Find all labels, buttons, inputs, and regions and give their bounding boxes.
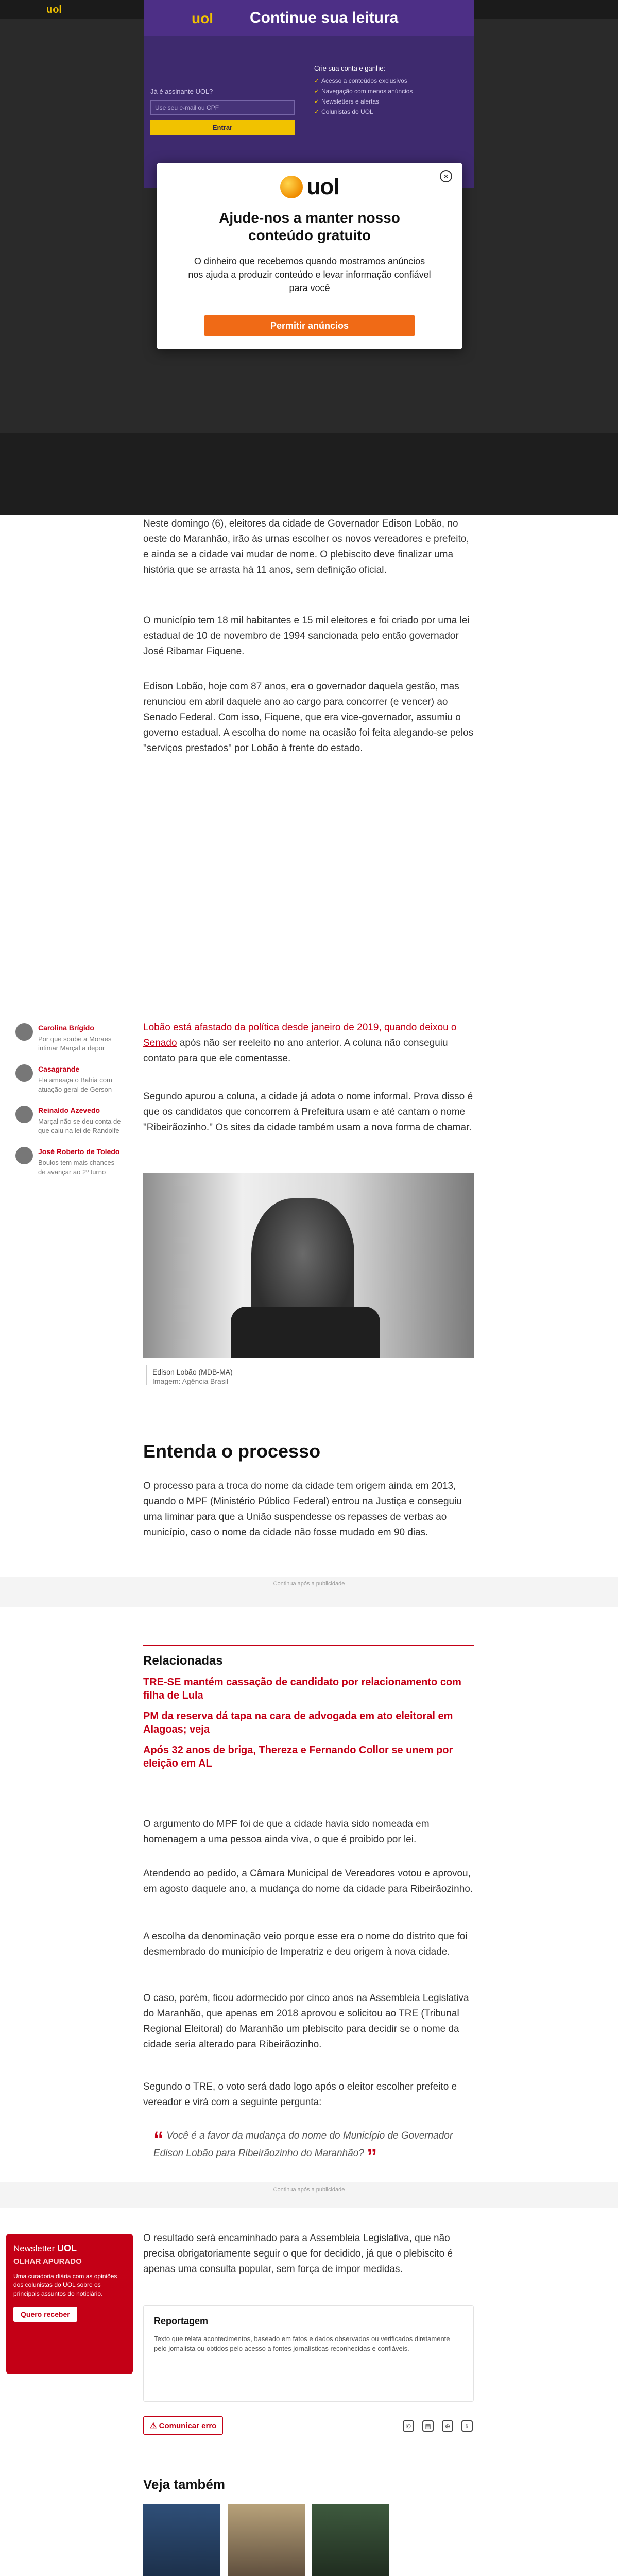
newsletter-box [6, 2234, 133, 2374]
article-paragraph: O resultado será encaminhado para a Assembleia Legislativa, que não precisa obrigatoriamente seguir o que for decidido, já que o plebiscito é apenas uma consulta popular, sem força de impor medidas. [143, 2233, 453, 2275]
article-paragraph: Neste domingo (6), eleitores da cidade de Governador Edison Lobão, no oeste do Maranhão, irão às urnas escolher os novos vereadores e prefeito, e ainda se a cidade vai mudar de nome. O plebiscito deve finalizar uma história que se arrasta há 11 anos, sem definição oficial. [143, 518, 469, 575]
report-error-label: Comunicar erro [159, 2421, 217, 2430]
related-box [143, 1645, 474, 1777]
adblock-modal [157, 163, 462, 349]
paywall-login [150, 88, 295, 135]
modal-text: O dinheiro que recebemos quando mostramos anúncios nos ajuda a produzir conteúdo e levar informação confiável para você [188, 256, 431, 293]
article-paragraph [143, 1020, 474, 1066]
article-paragraph: A escolha da denominação veio porque esse era o nome do distrito que foi desmembrado do município de Imperatriz e deu origem à nova cidade. [143, 1931, 468, 1957]
referendum-quote [143, 2128, 474, 2168]
columnists-sidebar [15, 1023, 124, 1188]
veja-card[interactable] [312, 2504, 389, 2576]
columnist-summary[interactable]: Marçal não se deu conta de que caiu na lei de Randolfe [38, 1117, 121, 1134]
columnist-summary[interactable]: Por que soube a Moraes intimar Marçal a depor [38, 1035, 112, 1052]
article-paragraph: O município tem 18 mil habitantes e 15 mil eleitores e foi criado por uma lei estadual de 10 de novembro de 1994 sancionada pelo então governador José Ribamar Fiquene. [143, 615, 470, 657]
article-paragraph: Edison Lobão, hoje com 87 anos, era o governador daquela gestão, mas renunciou em abril daquele ano ao cargo para concorrer (e vencer) ao Senado Federal. Com isso, Fiquene, que era vice-governador, assumiu o governo estadual. A escolha do nome na ocasião foi feita alegando-se pelos "serviços prestados" por Lobão à frente do estado. [143, 681, 474, 754]
uol-logo[interactable]: uol [46, 4, 62, 15]
veja-image [228, 2504, 305, 2576]
avatar [15, 1147, 33, 1164]
article-actions [143, 2416, 474, 2437]
ad-label: Continua após a publicidade [273, 1581, 345, 1587]
article-paragraph: Segundo apurou a coluna, a cidade já adota o nome informal. Prova disso é que os candidatos que concorrem à Prefeitura usam e até cantam o nome "Ribeirãozinho." Os sites da cidade também usam a nova forma de chamar. [143, 1091, 473, 1133]
veja-card[interactable] [143, 2504, 220, 2576]
ad-label: Continua após a publicidade [273, 2187, 345, 2193]
related-link[interactable]: TRE-SE mantém cassação de candidato por relacionamento com filha de Lula [143, 1676, 461, 1701]
caption-text: Edison Lobão (MDB-MA) [152, 1368, 233, 1376]
article-paragraph: Atendendo ao pedido, a Câmara Municipal de Vereadores votou e aprovou, em agosto daquele ano, a mudança do nome da cidade para Ribeirãozinho. [143, 1868, 473, 1894]
benefit-item: ✓ Colunistas do UOL [314, 108, 464, 115]
columnist-item[interactable] [15, 1147, 124, 1177]
newsletter-brand: UOL [57, 2243, 77, 2253]
paywall-title: Continue sua leitura [250, 9, 399, 26]
photo-caption [152, 1367, 233, 1386]
article-paragraph: O processo para a troca do nome da cidade tem origem ainda em 2013, quando o MPF (Ministério Público Federal) entrou na Justiça e conseguiu uma liminar para que a União suspendesse os repasses de verbas ao município, caso o nome da cidade não fosse mudado em 90 dias. [143, 1481, 462, 1538]
article-photo [143, 1173, 474, 1358]
veja-image [143, 2504, 220, 2576]
columnist-name[interactable]: Casagrande [38, 1065, 80, 1073]
columnist-summary[interactable]: Fla ameaça o Bahia com atuação geral de Gerson [38, 1076, 112, 1093]
columnist-summary[interactable]: Boulos tem mais chances de avançar ao 2º turno [38, 1159, 115, 1176]
login-question: Já é assinante UOL? [150, 88, 213, 95]
allow-ads-button[interactable]: Permitir anúncios [204, 315, 415, 336]
article-paragraph: Segundo o TRE, o voto será dado logo após o eleitor escolher prefeito e vereador e virá com a seguinte pergunta: [143, 2081, 457, 2108]
dimmed-band [0, 433, 618, 515]
login-button[interactable]: Entrar [150, 120, 295, 135]
veja-card[interactable] [228, 2504, 305, 2576]
section-heading: Entenda o processo [143, 1440, 321, 1462]
paywall-header [144, 0, 474, 36]
avatar [15, 1064, 33, 1082]
login-field[interactable]: Use seu e-mail ou CPF [150, 100, 295, 115]
modal-logo [157, 174, 462, 200]
photo-subject-body [231, 1307, 380, 1358]
paywall-benefits [314, 64, 464, 118]
whatsapp-icon[interactable]: ✆ [403, 2420, 414, 2432]
veja-tambem [143, 2466, 474, 2576]
reportagem-box [143, 2305, 474, 2402]
avatar [15, 1106, 33, 1123]
reportagem-title: Reportagem [154, 2316, 209, 2326]
quote-open-icon: “ [153, 2128, 164, 2150]
columnist-name[interactable]: Carolina Brígido [38, 1024, 94, 1032]
newsletter-description: Uma curadoria diária com as opiniões dos colunistas do UOL sobre os principais assuntos do noticiário. [13, 2273, 117, 2297]
avatar [15, 1023, 33, 1041]
columnist-name[interactable]: José Roberto de Toledo [38, 1147, 120, 1156]
modal-title: Ajude-nos a manter nosso conteúdo gratuito [219, 210, 400, 243]
article-paragraph: O caso, porém, ficou adormecido por cinco anos na Assembleia Legislativa do Maranhão, que apenas em 2018 aprovou e solicitou ao TRE (Tribunal Regional Eleitoral) do Maranhão um plebiscito para decidir se o nome da cidade seria alterado para Ribeirãozinho. [143, 1993, 469, 2050]
related-link[interactable]: Após 32 anos de briga, Thereza e Fernando Collor se unem por eleição em AL [143, 1744, 453, 1769]
link-icon[interactable]: ⊕ [442, 2420, 453, 2432]
senate-link[interactable]: Lobão está afastado da política desde janeiro de 2019, quando deixou o Senado [143, 1022, 457, 1048]
benefits-title: Crie sua conta e ganhe: [314, 64, 386, 72]
columnist-item[interactable] [15, 1064, 124, 1094]
report-error-button[interactable] [143, 2416, 223, 2435]
sun-icon [280, 176, 303, 198]
benefit-item: ✓ Acesso a conteúdos exclusivos [314, 77, 464, 84]
caption-credit: Imagem: Agência Brasil [152, 1377, 229, 1385]
columnist-name[interactable]: Reinaldo Azevedo [38, 1106, 100, 1114]
related-link[interactable]: PM da reserva dá tapa na cara de advogada em ato eleitoral em Alagoas; veja [143, 1710, 453, 1735]
columnist-item[interactable] [15, 1106, 124, 1136]
bookmark-icon[interactable]: ▤ [422, 2420, 434, 2432]
quote-close-icon: ” [367, 2145, 377, 2168]
newsletter-name: OLHAR APURADO [13, 2257, 82, 2266]
share-icon[interactable]: ⇪ [461, 2420, 473, 2432]
veja-title: Veja também [143, 2466, 474, 2493]
related-title: Relacionadas [143, 1654, 223, 1668]
article-paragraph: O argumento do MPF foi de que a cidade havia sido nomeada em homenagem a uma pessoa ainda viva, o que é proibido por lei. [143, 1819, 430, 1845]
newsletter-heading [13, 2243, 126, 2254]
quote-text: Você é a favor da mudança do nome do Município de Governador Edison Lobão para Ribeirãozinho do Maranhão? [153, 2130, 453, 2159]
columnist-item[interactable] [15, 1023, 124, 1053]
veja-image [312, 2504, 389, 2576]
modal-brand: uol [306, 174, 339, 199]
newsletter-prefix: Newsletter [13, 2244, 55, 2253]
benefit-item: ✓ Navegação com menos anúncios [314, 88, 464, 95]
close-icon[interactable]: × [440, 170, 452, 182]
caption-divider [146, 1365, 147, 1385]
benefit-item: ✓ Newsletters e alertas [314, 98, 464, 105]
paywall-logo: uol [192, 10, 213, 26]
subscribe-button[interactable]: Quero receber [13, 2307, 77, 2322]
paragraph-text: após não ser reeleito no ano anterior. A coluna não conseguiu contato para que ele comentasse. [143, 1038, 448, 1064]
warning-icon: ⚠ [150, 2421, 157, 2430]
paywall-panel [144, 0, 474, 188]
reportagem-text: Texto que relata acontecimentos, baseado em fatos e dados observados ou verificados diretamente pelo jornalista ou obtidos pelo acesso a fontes jornalísticas reconhecidas e confiáveis. [154, 2335, 450, 2352]
